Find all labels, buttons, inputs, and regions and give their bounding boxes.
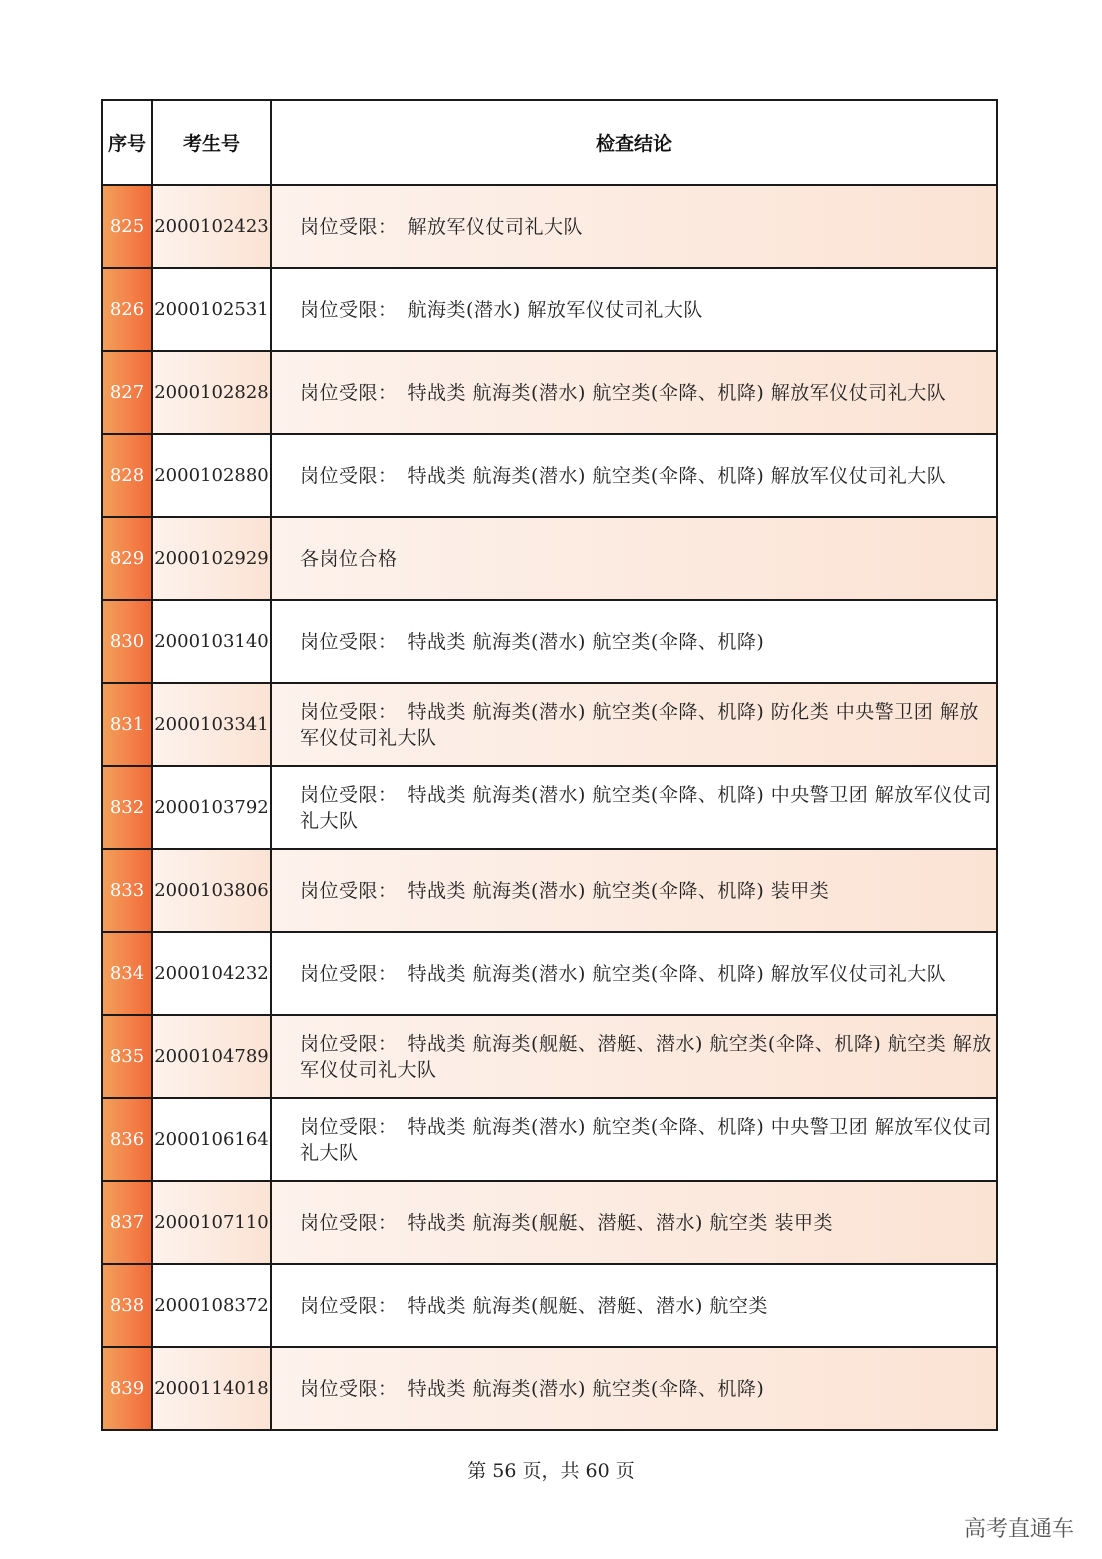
row-result: 岗位受限： 航海类(潜水) 解放军仪仗司礼大队	[271, 268, 997, 351]
header-index: 序号	[102, 100, 152, 185]
header-result: 检查结论	[271, 100, 997, 185]
row-exam-id: 2000106164	[152, 1098, 271, 1181]
row-exam-id: 2000103806	[152, 849, 271, 932]
table-row	[102, 351, 997, 434]
table-row	[102, 1098, 997, 1181]
row-index: 826	[102, 268, 152, 351]
row-exam-id: 2000107110	[152, 1181, 271, 1264]
row-result: 岗位受限： 特战类 航海类(舰艇、潜艇、潜水) 航空类	[271, 1264, 997, 1347]
row-index: 827	[102, 351, 152, 434]
table-row	[102, 766, 997, 849]
row-index: 829	[102, 517, 152, 600]
row-exam-id: 2000103792	[152, 766, 271, 849]
row-result: 岗位受限： 特战类 航海类(潜水) 航空类(伞降、机降) 解放军仪仗司礼大队	[271, 932, 997, 1015]
table-row	[102, 683, 997, 766]
header-exam-id: 考生号	[152, 100, 271, 185]
row-exam-id: 2000102531	[152, 268, 271, 351]
table-row	[102, 517, 997, 600]
table-row	[102, 932, 997, 1015]
row-result: 岗位受限： 特战类 航海类(潜水) 航空类(伞降、机降) 中央警卫团 解放军仪仗司礼大队	[271, 1098, 997, 1181]
table-row	[102, 1181, 997, 1264]
table-row	[102, 1264, 997, 1347]
row-exam-id: 2000102880	[152, 434, 271, 517]
row-exam-id: 2000104232	[152, 932, 271, 1015]
table-row	[102, 600, 997, 683]
table-row	[102, 268, 997, 351]
row-index: 833	[102, 849, 152, 932]
page-footer: 第 56 页，共 60 页	[467, 1460, 635, 1482]
table-body	[102, 185, 997, 1430]
watermark: 高考直通车	[964, 1517, 1075, 1542]
row-exam-id: 2000103341	[152, 683, 271, 766]
row-result: 岗位受限： 特战类 航海类(舰艇、潜艇、潜水) 航空类 装甲类	[271, 1181, 997, 1264]
row-exam-id: 2000104789	[152, 1015, 271, 1098]
row-exam-id: 2000114018	[152, 1347, 271, 1430]
row-result: 岗位受限： 特战类 航海类(舰艇、潜艇、潜水) 航空类(伞降、机降) 航空类 解放军仪仗司礼大队	[271, 1015, 997, 1098]
row-index: 830	[102, 600, 152, 683]
row-index: 828	[102, 434, 152, 517]
row-result: 岗位受限： 特战类 航海类(潜水) 航空类(伞降、机降)	[271, 1347, 997, 1430]
row-index: 835	[102, 1015, 152, 1098]
row-result: 岗位受限： 特战类 航海类(潜水) 航空类(伞降、机降) 解放军仪仗司礼大队	[271, 434, 997, 517]
inspection-results-table	[101, 99, 998, 1431]
row-index: 825	[102, 185, 152, 268]
row-exam-id: 2000102423	[152, 185, 271, 268]
row-index: 838	[102, 1264, 152, 1347]
row-exam-id: 2000108372	[152, 1264, 271, 1347]
row-index: 834	[102, 932, 152, 1015]
row-index: 836	[102, 1098, 152, 1181]
row-result: 岗位受限： 特战类 航海类(潜水) 航空类(伞降、机降) 防化类 中央警卫团 解放军仪仗司礼大队	[271, 683, 997, 766]
row-index: 831	[102, 683, 152, 766]
table-header-row	[102, 100, 997, 185]
row-result: 岗位受限： 特战类 航海类(潜水) 航空类(伞降、机降) 中央警卫团 解放军仪仗司礼大队	[271, 766, 997, 849]
table-row	[102, 1347, 997, 1430]
row-index: 839	[102, 1347, 152, 1430]
row-exam-id: 2000102828	[152, 351, 271, 434]
table-row	[102, 849, 997, 932]
row-result: 岗位受限： 解放军仪仗司礼大队	[271, 185, 997, 268]
row-result: 岗位受限： 特战类 航海类(潜水) 航空类(伞降、机降)	[271, 600, 997, 683]
row-index: 832	[102, 766, 152, 849]
table-row	[102, 1015, 997, 1098]
table-row	[102, 185, 997, 268]
row-exam-id: 2000102929	[152, 517, 271, 600]
table-row	[102, 434, 997, 517]
row-result: 各岗位合格	[271, 517, 997, 600]
row-index: 837	[102, 1181, 152, 1264]
row-result: 岗位受限： 特战类 航海类(潜水) 航空类(伞降、机降) 解放军仪仗司礼大队	[271, 351, 997, 434]
row-result: 岗位受限： 特战类 航海类(潜水) 航空类(伞降、机降) 装甲类	[271, 849, 997, 932]
row-exam-id: 2000103140	[152, 600, 271, 683]
